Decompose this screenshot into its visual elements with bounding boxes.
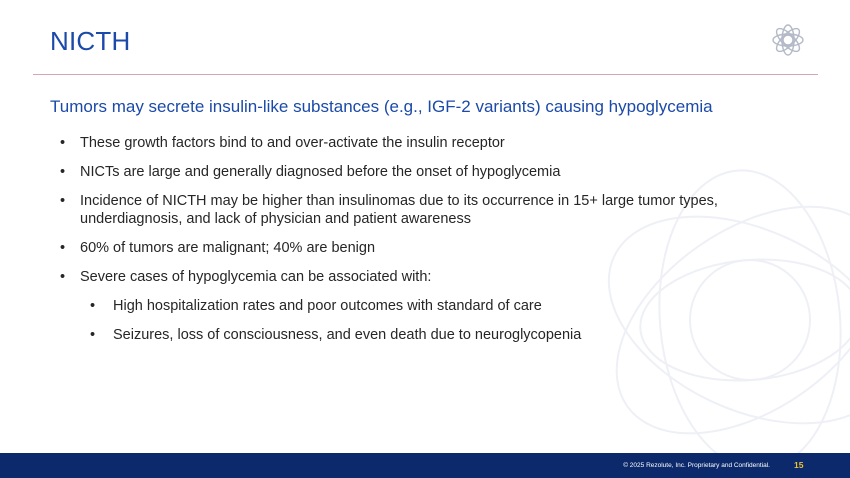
title-divider	[33, 74, 818, 75]
bullet-item	[60, 163, 800, 181]
bullet-text: 60% of tumors are malignant; 40% are benign	[80, 240, 376, 256]
sub-bullet-item	[60, 326, 800, 344]
footer-bar	[0, 453, 850, 478]
bullet-text: Severe cases of hypoglycemia can be associated with:	[80, 269, 432, 285]
bullet-marker: •	[60, 135, 66, 151]
bullet-marker: •	[90, 298, 96, 314]
slide-title: NICTH	[50, 26, 131, 56]
rezolute-mandala-logo-icon	[768, 22, 808, 58]
bullet-list	[60, 134, 800, 355]
bullet-text: High hospitalization rates and poor outcomes with standard of care	[113, 298, 542, 314]
bullet-item	[60, 268, 800, 286]
bullet-item	[60, 192, 800, 228]
bullet-text: NICTs are large and generally diagnosed before the onset of hypoglycemia	[80, 164, 561, 180]
bullet-text: Seizures, loss of consciousness, and even death due to neuroglycopenia	[113, 327, 582, 343]
slide-subtitle: Tumors may secrete insulin-like substances (e.g., IGF-2 variants) causing hypoglycemia	[50, 97, 713, 116]
bullet-marker: •	[60, 240, 66, 256]
bullet-item	[60, 239, 800, 257]
bullet-text: These growth factors bind to and over-activate the insulin receptor	[80, 135, 505, 151]
copyright-notice: © 2025 Rezolute, Inc. Proprietary and Confidential.	[623, 462, 770, 469]
page-number: 15	[794, 460, 804, 470]
sub-bullet-item	[60, 297, 800, 315]
bullet-item	[60, 134, 800, 152]
bullet-marker: •	[60, 269, 66, 285]
bullet-marker: •	[60, 164, 66, 180]
bullet-marker: •	[60, 193, 66, 209]
bullet-text: Incidence of NICTH may be higher than insulinomas due to its occurrence in 15+ large tumor types, underdiagnosis, and lack of physician and patient awareness	[80, 193, 718, 227]
bullet-marker: •	[90, 327, 96, 343]
